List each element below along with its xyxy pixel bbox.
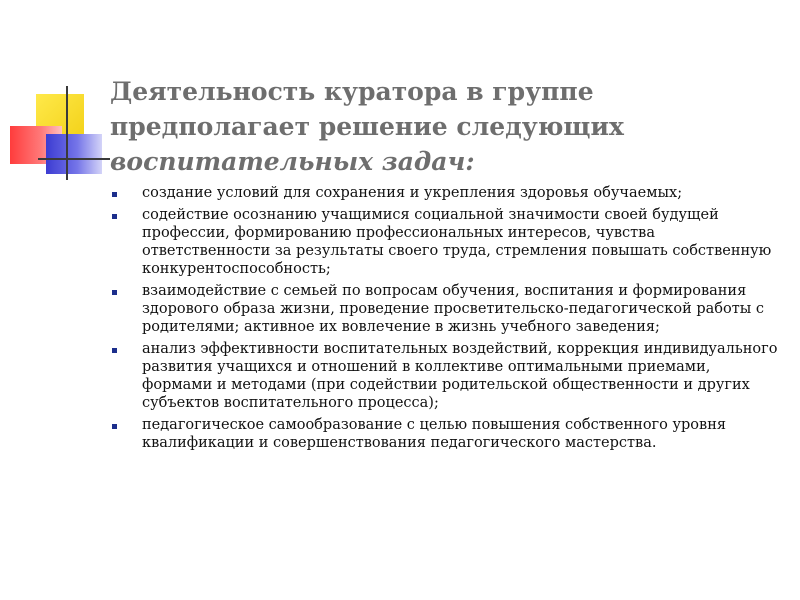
list-item-text: взаимодействие с семьей по вопросам обучения, воспитания и формирования здорового образа жизни, проведение просветительско-педагогической работы с родителями; активное их вовлечение в жизнь учебного заведения;: [142, 283, 765, 335]
slide-title: [110, 74, 780, 179]
list-item: [112, 340, 782, 412]
square-bullet-icon: [112, 424, 122, 429]
logo-blue-square: [46, 134, 102, 174]
list-item: [112, 206, 782, 278]
list-item-text: педагогическое самообразование с целью повышения собственного уровня квалификации и совершенствования педагогического мастерства.: [142, 417, 727, 451]
title-text: Деятельность куратора в группе предполагает решение следующих: [110, 77, 624, 141]
square-bullet-icon: [112, 348, 122, 353]
list-item: [112, 184, 782, 202]
square-bullet-icon: [112, 290, 122, 295]
task-list: [112, 184, 782, 456]
list-item: [112, 282, 782, 336]
list-item-text: анализ эффективности воспитательных воздействий, коррекция индивидуального развития учащихся и отношений в коллективе оптимальными приемами, формами и методами (при содействии родительской общественности и других субъектов воспитательного процесса);: [142, 341, 778, 411]
title-italic-text: воспитательных задач:: [110, 147, 475, 176]
logo-horizontal-line: [38, 158, 110, 160]
list-item: [112, 416, 782, 452]
square-bullet-icon: [112, 214, 122, 219]
square-bullet-icon: [112, 192, 122, 197]
list-item-text: создание условий для сохранения и укрепления здоровья обучаемых;: [142, 185, 683, 201]
list-item-text: содействие осознанию учащимися социальной значимости своей будущей профессии, формированию профессиональных интересов, чувства ответственности за результаты своего труда, стремления повышать собственную конкурентоспособность;: [142, 207, 772, 277]
logo-vertical-line: [66, 86, 68, 180]
